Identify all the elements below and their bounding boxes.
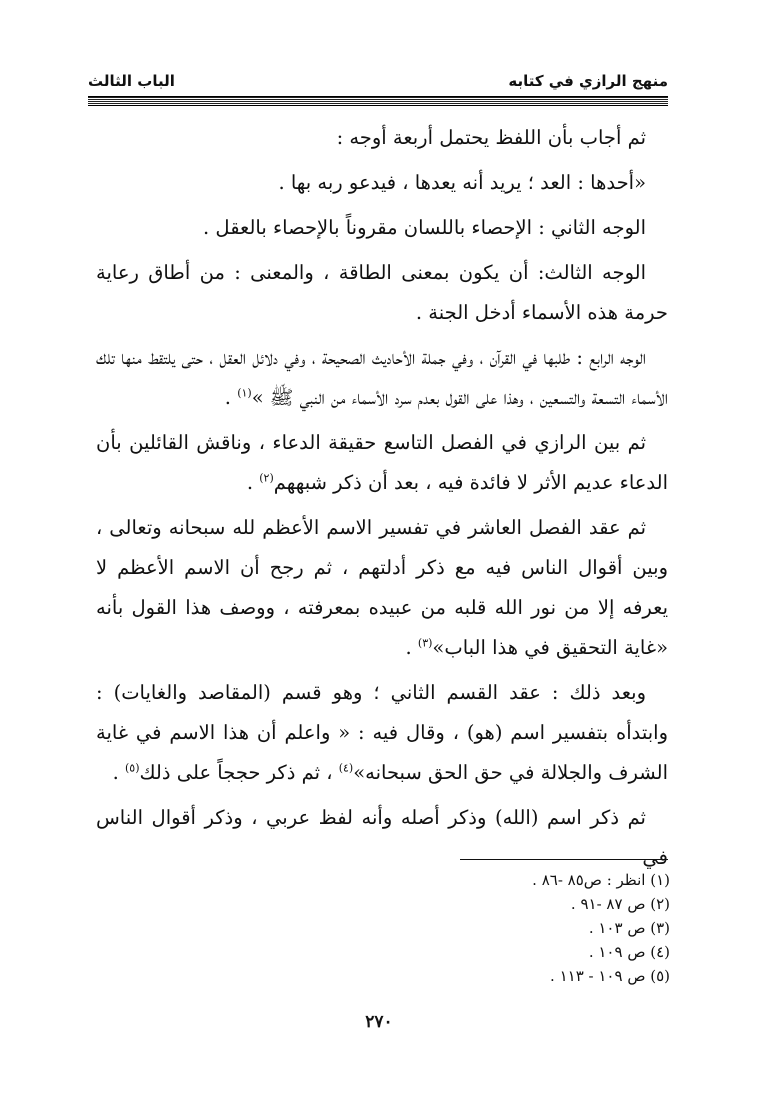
book-title: منهج الرازي في كتابه bbox=[508, 72, 668, 90]
footnote-ref: (٢) bbox=[259, 471, 274, 485]
paragraph: ثم عقد الفصل العاشر في تفسير الاسم الأعظم لله سبحانه وتعالى ، وبين أقوال الناس فيه مع ذكر أدلتهم ، ثم رجح أن الاسم الأعظم لا يعرفه إلا من نور الله قلبه من عبيده بمعرفته ، ووصف هذا القول بأنه «غاية التحقيق في هذا الباب»$^{(٣)}$ . bbox=[96, 516, 668, 659]
chapter-title: الباب الثالث bbox=[88, 72, 175, 90]
footnote: (٢) ص ٨٧ -٩١ . bbox=[570, 895, 670, 913]
main-text bbox=[96, 118, 668, 883]
footnote-ref: (١) bbox=[237, 386, 252, 400]
paragraph: وبعد ذلك : عقد القسم الثاني ؛ وهو قسم (المقاصد والغايات) : وابتدأه بتفسير اسم (هو) ، وقال فيه : « واعلم أن هذا الاسم في غاية الشرف والجلالة في حق الحق سبحانه»$^{(٤)}$ ، ثم ذكر حججاً على ذلك$^{(٥)}$ . bbox=[96, 681, 668, 784]
footnote-ref: (٥) bbox=[124, 761, 140, 775]
footnote-ref: (٣) bbox=[417, 636, 433, 650]
footnotes bbox=[380, 868, 670, 988]
page-number: ٢٧٠ bbox=[365, 1012, 393, 1032]
paragraph: الوجه الرابع : طلبها في القرآن ، وفي جملة الأحاديث الصحيحة ، وفي دلائل العقل ، حتى يلتقط منها تلك الأسماء التسعة والتسعين ، وهذا على القول بعدم سرد الأسماء من النبي ﷺ »$^{(١)}$ . bbox=[96, 346, 668, 409]
paragraph: الوجه الثالث: أن يكون بمعنى الطاقة ، والمعنى : من أطاق رعاية حرمة هذه الأسماء أدخل الجنة . bbox=[96, 261, 668, 324]
paragraph: الوجه الثاني : الإحصاء باللسان مقروناً بالإحصاء بالعقل . bbox=[203, 216, 646, 239]
paragraph: «أحدها : العد ؛ يريد أنه يعدها ، فيدعو ربه بها . bbox=[278, 171, 646, 194]
header-rule bbox=[88, 96, 668, 106]
paragraph: ثم أجاب بأن اللفظ يحتمل أربعة أوجه : bbox=[336, 126, 646, 149]
footnote: (٣) ص ١٠٣ . bbox=[588, 919, 670, 937]
footnote: (١) انظر : ص٨٥ -٨٦ . bbox=[532, 871, 670, 889]
footnote-separator bbox=[460, 859, 668, 860]
footnote: (٥) ص ١٠٩ - ١١٣ . bbox=[550, 967, 670, 985]
running-header bbox=[88, 72, 668, 94]
footnote-ref: (٤) bbox=[338, 761, 354, 775]
paragraph: ثم ذكر اسم (الله) وذكر أصله وأنه لفظ عربي ، وذكر أقوال الناس في bbox=[96, 806, 668, 869]
paragraph: ثم بين الرازي في الفصل التاسع حقيقة الدعاء ، وناقش القائلين بأن الدعاء عديم الأثر لا فائدة فيه ، بعد أن ذكر شبههم$^{(٢)}$ . bbox=[96, 431, 668, 494]
footnote: (٤) ص ١٠٩ . bbox=[588, 943, 670, 961]
